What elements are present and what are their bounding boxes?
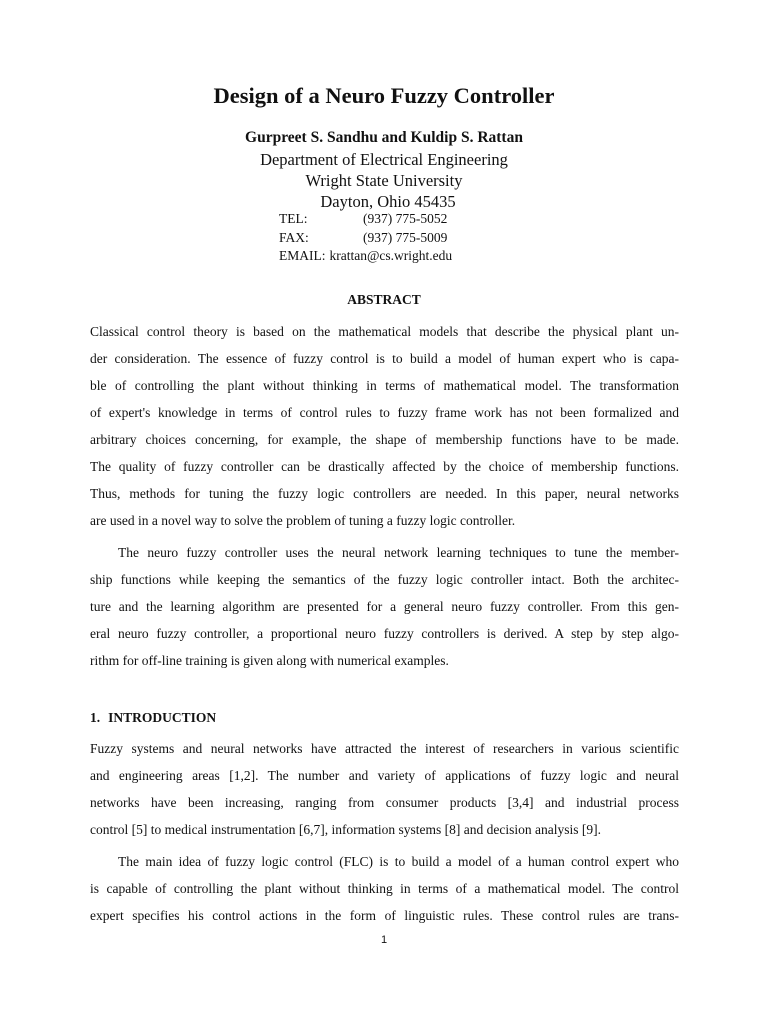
text-line: der consideration. The essence of fuzzy control is to build a model of human expert who is capa- <box>90 351 679 366</box>
text-line: Thus, methods for tuning the fuzzy logic controllers are needed. In this paper, neural networks <box>90 486 679 501</box>
introduction-paragraph-1 <box>90 735 679 843</box>
introduction-paragraph-2 <box>90 848 679 929</box>
text-line: The main idea of fuzzy logic control (FLC) is to build a model of a human control expert who <box>118 854 679 869</box>
text-line: eral neuro fuzzy controller, a proportional neuro fuzzy controllers is derived. A step by step algo- <box>90 626 679 641</box>
text-line: The neuro fuzzy controller uses the neural network learning techniques to tune the member- <box>118 545 679 560</box>
email-label: EMAIL: <box>279 248 326 263</box>
abstract-paragraph-1 <box>90 318 679 534</box>
text-line: rithm for off-line training is given along with numerical examples. <box>90 653 449 668</box>
text-line: are used in a novel way to solve the problem of tuning a fuzzy logic controller. <box>90 513 516 528</box>
text-line: expert specifies his control actions in the form of linguistic rules. These control rules are trans- <box>90 908 679 923</box>
author-department: Department of Electrical Engineering <box>260 150 508 169</box>
text-line: and engineering areas [1,2]. The number and variety of applications of fuzzy logic and neural <box>90 768 679 783</box>
abstract-heading: ABSTRACT <box>347 292 421 307</box>
text-line: networks have been increasing, ranging from consumer products [3,4] and industrial process <box>90 795 679 810</box>
section-number: 1. <box>90 710 101 725</box>
text-line: arbitrary choices concerning, for example, the shape of membership functions have to be made. <box>90 432 679 447</box>
email-value: krattan@cs.wright.edu <box>329 248 453 263</box>
text-line: ture and the learning algorithm are presented for a general neuro fuzzy controller. From this gen- <box>90 599 679 614</box>
section-title: INTRODUCTION <box>108 710 217 725</box>
text-line: ble of controlling the plant without thinking in terms of mathematical model. The transformation <box>90 378 679 393</box>
section-heading-introduction <box>90 709 216 727</box>
page-number: 1 <box>380 934 388 946</box>
text-line: of expert's knowledge in terms of control rules to fuzzy frame work has not been formalized and <box>90 405 679 420</box>
abstract-paragraph-2 <box>90 539 679 674</box>
tel-value: (937) 775-5052 <box>363 211 448 226</box>
text-line: control [5] to medical instrumentation [6,7], information systems [8] and decision analysis [9]. <box>90 822 602 837</box>
text-line: Fuzzy systems and neural networks have attracted the interest of researchers in various scientific <box>90 741 679 756</box>
text-line: ship functions while keeping the semantics of the fuzzy logic controller intact. Both the architec- <box>90 572 679 587</box>
fax-label: FAX: <box>279 230 309 245</box>
tel-label: TEL: <box>279 211 308 226</box>
fax-value: (937) 775-5009 <box>363 230 448 245</box>
text-line: Classical control theory is based on the mathematical models that describe the physical plant un- <box>90 324 679 339</box>
paper-authors: Gurpreet S. Sandhu and Kuldip S. Rattan <box>245 129 523 146</box>
text-line: is capable of controlling the plant without thinking in terms of a mathematical model. The control <box>90 881 679 896</box>
contact-tel <box>279 210 447 228</box>
contact-fax <box>279 229 447 247</box>
contact-email <box>279 247 452 265</box>
text-line: The quality of fuzzy controller can be drastically affected by the choice of membership functions. <box>90 459 679 474</box>
author-university: Wright State University <box>305 171 463 190</box>
author-city: Dayton, Ohio 45435 <box>320 192 456 211</box>
paper-title: Design of a Neuro Fuzzy Controller <box>213 83 555 108</box>
